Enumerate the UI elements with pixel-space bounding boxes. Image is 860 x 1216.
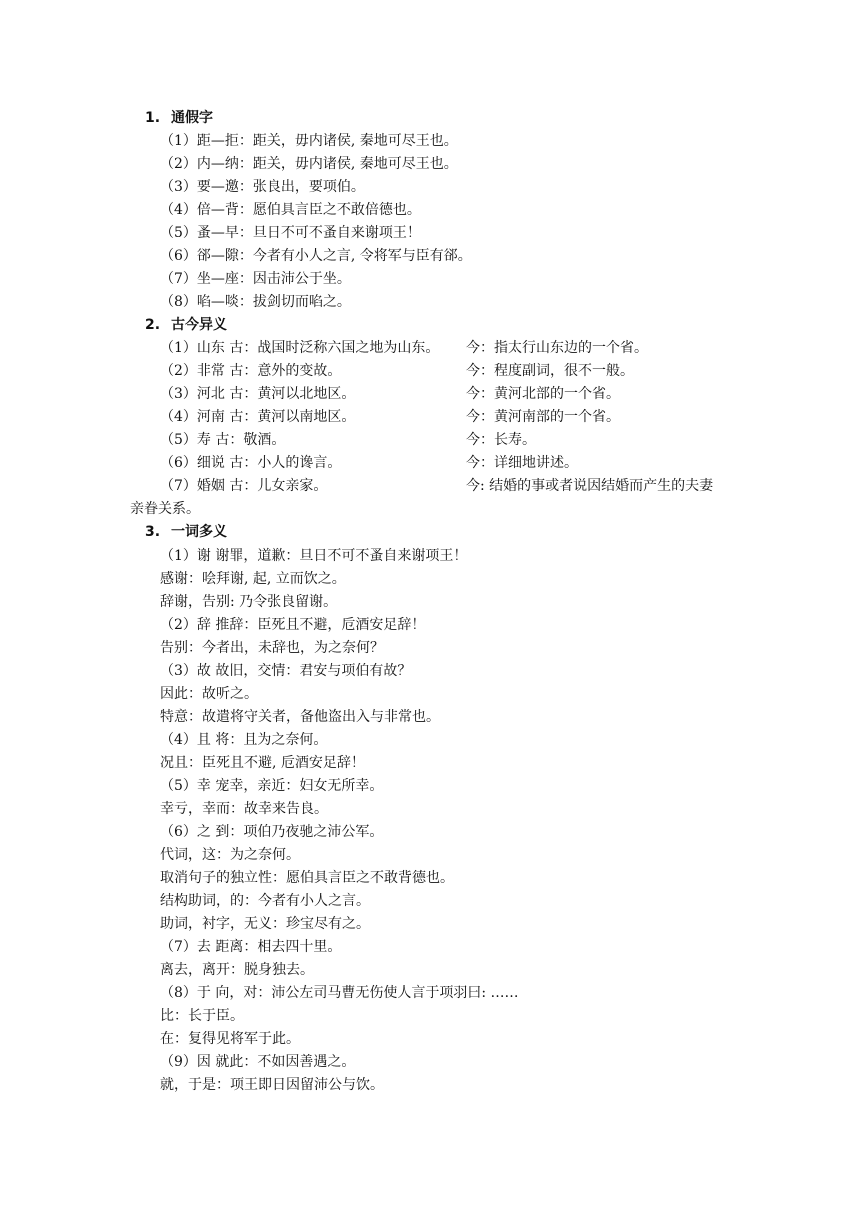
modern-meaning: 今：黄河南部的一个省。 <box>466 409 620 425</box>
comparison-row <box>160 338 840 358</box>
list-item: 因此：故听之。 <box>160 686 258 702</box>
list-item: （1）距—拒：距关，毋内诸侯, 秦地可尽王也。 <box>160 133 458 149</box>
list-item: 辞谢，告别: 乃令张良留谢。 <box>160 594 338 610</box>
list-item: （6）郤—隙：今者有小人之言, 令将军与臣有郤。 <box>160 248 472 264</box>
comparison-row <box>160 453 840 473</box>
ancient-meaning: （7）婚姻 古：儿女亲家。 <box>160 478 328 494</box>
list-item: （5）蚤—早：旦日不可不蚤自来谢项王！ <box>160 225 421 241</box>
ancient-meaning: （4）河南 古：黄河以南地区。 <box>160 409 356 425</box>
section-title: 通假字 <box>171 110 213 126</box>
ancient-meaning: （6）细说 古：小人的谗言。 <box>160 455 342 471</box>
list-item: 离去，离开：脱身独去。 <box>160 962 314 978</box>
ancient-meaning: （1）山东 古：战国时泛称六国之地为山东。 <box>160 340 440 356</box>
comparison-row <box>160 476 840 496</box>
modern-meaning: 今：程度副词，很不一般。 <box>466 363 634 379</box>
list-item: （7）坐—座：因击沛公于坐。 <box>160 271 351 287</box>
list-item: （2）内—纳：距关，毋内诸侯, 秦地可尽王也。 <box>160 156 458 172</box>
list-item: 告别：今者出，未辞也，为之奈何？ <box>160 640 384 656</box>
comparison-row <box>160 384 840 404</box>
modern-meaning: 今: 结婚的事或者说因结婚而产生的夫妻 <box>466 478 714 494</box>
list-item: （2）辞 推辞：臣死且不避，卮酒安足辞！ <box>160 617 426 633</box>
list-item: （4）且 将：且为之奈何。 <box>160 732 328 748</box>
ancient-meaning: （2）非常 古：意外的变故。 <box>160 363 342 379</box>
list-item: 就，于是：项王即日因留沛公与饮。 <box>160 1077 384 1093</box>
list-item: 在：复得见将军于此。 <box>160 1031 300 1047</box>
comparison-row <box>160 407 840 427</box>
list-item: 助词，衬字，无义：珍宝尽有之。 <box>160 916 370 932</box>
list-item: 代词，这：为之奈何。 <box>160 847 300 863</box>
list-item: 特意：故遣将守关者，备他盗出入与非常也。 <box>160 709 440 725</box>
list-item: （1）谢 谢罪，道歉：旦日不可不蚤自来谢项王！ <box>160 548 468 564</box>
list-item: （3）故 故旧，交情：君安与项伯有故？ <box>160 663 412 679</box>
ancient-meaning: （5）寿 古：敬酒。 <box>160 432 286 448</box>
section-title: 一词多义 <box>171 524 227 540</box>
section-heading-tongjiazi <box>145 108 213 128</box>
section-title: 古今异义 <box>171 317 227 333</box>
list-item: 比：长于臣。 <box>160 1008 244 1024</box>
list-item: （5）幸 宠幸，亲近：妇女无所幸。 <box>160 778 384 794</box>
section-heading-yiciduoyi <box>145 522 227 542</box>
section-number: 1. <box>145 110 161 126</box>
section-heading-gujinyiyi <box>145 315 227 335</box>
modern-meaning: 今：详细地讲述。 <box>466 455 578 471</box>
list-item: 取消句子的独立性：愿伯具言臣之不敢背德也。 <box>160 870 454 886</box>
modern-meaning: 今：黄河北部的一个省。 <box>466 386 620 402</box>
section-number: 3. <box>145 524 161 540</box>
modern-meaning: 今：长寿。 <box>466 432 536 448</box>
list-item: （4）倍—背：愿伯具言臣之不敢倍德也。 <box>160 202 421 218</box>
list-item: （3）要—邀：张良出，要项伯。 <box>160 179 365 195</box>
ancient-meaning: （3）河北 古：黄河以北地区。 <box>160 386 356 402</box>
list-item: 感谢：哙拜谢, 起, 立而饮之。 <box>160 571 346 587</box>
list-item: 况且：臣死且不避, 卮酒安足辞！ <box>160 755 365 771</box>
list-item: （8）啗—啖：拔剑切而啗之。 <box>160 294 351 310</box>
list-item: （7）去 距离：相去四十里。 <box>160 939 342 955</box>
list-item: 幸亏，幸而：故幸来告良。 <box>160 801 328 817</box>
comparison-row <box>160 361 840 381</box>
list-item: （9）因 就此：不如因善遇之。 <box>160 1054 356 1070</box>
section-number: 2. <box>145 317 161 333</box>
comparison-row <box>160 430 840 450</box>
modern-meaning: 今：指太行山东边的一个省。 <box>466 340 648 356</box>
list-item: 结构助词，的：今者有小人之言。 <box>160 893 370 909</box>
list-item: （8）于 向，对：沛公左司马曹无伤使人言于项羽曰: …… <box>160 985 519 1001</box>
list-item: （6）之 到：项伯乃夜驰之沛公军。 <box>160 824 384 840</box>
continuation-text: 亲眷关系。 <box>130 501 200 517</box>
